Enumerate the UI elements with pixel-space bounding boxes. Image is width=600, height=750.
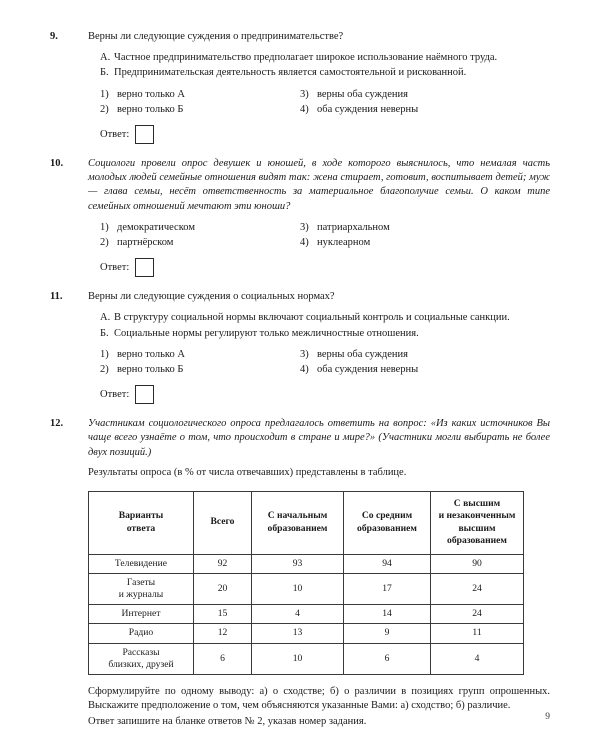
question-number: 12. [50,418,64,430]
option-number: 3) [300,348,309,360]
row-label-line: Газеты [126,576,156,588]
option-4[interactable] [300,363,550,377]
cell-secondary: 17 [344,573,431,604]
option-number: 2) [100,103,109,115]
row-label-line: Рассказы [122,646,160,658]
table-row [89,554,524,573]
option-label: партнёрском [117,237,174,249]
question-number: 9. [50,31,58,42]
option-1[interactable] [100,88,300,102]
option-list [100,348,550,377]
option-label: верны оба суждения [317,88,408,100]
header-line: образованием [267,522,328,534]
statement-list [100,51,550,80]
answer-label: Ответ: [100,388,130,400]
cell-primary: 13 [252,624,344,643]
statement-list [100,311,550,340]
cell-total: 12 [194,624,252,643]
answer-line [100,385,550,404]
closing-paragraph-1: Сформулируйте по одному выводу: а) о сходстве; б) о различии в позициях групп опрошенных. Выскажите предположение о том, чем объясняются указанные Вами: а) сходство; б) различие. [88,685,550,712]
cell-higher: 90 [431,554,524,573]
row-label-line: Интернет [121,608,161,620]
cell-primary: 93 [252,554,344,573]
option-2[interactable] [100,363,300,377]
row-label-television [89,554,194,573]
question-body [88,290,550,404]
answer-input-box[interactable] [135,125,154,144]
row-label-internet [89,605,194,624]
question-stem: Верны ли следующие суждения о социальных нормах? [88,291,335,303]
option-number: 1) [100,221,109,233]
cell-secondary: 14 [344,605,431,624]
header-line: образованием [447,534,507,546]
cell-total: 20 [194,573,252,604]
option-number: 2) [100,237,109,249]
question-body [88,157,550,277]
row-label-line: Телевидение [114,557,168,569]
column-header-total [194,491,252,554]
header-line: С высшим [453,498,501,510]
header-line: Всего [210,516,235,528]
option-3[interactable] [300,348,550,362]
option-label: оба суждения неверны [317,103,419,115]
statement-item [100,311,550,325]
question-9 [50,30,550,144]
statement-item [100,66,550,80]
question-stem: Верны ли следующие суждения о предпринимательстве? [88,31,344,42]
row-label-line: близких, друзей [108,658,174,670]
header-line: ответа [126,522,156,534]
cell-secondary: 94 [344,554,431,573]
option-1[interactable] [100,221,300,235]
option-label: верно только А [117,348,185,360]
table-row [89,573,524,604]
option-label: патриархальном [317,221,390,233]
table-row [89,605,524,624]
option-4[interactable] [300,236,550,250]
option-label: верно только А [117,88,185,100]
option-number: 3) [300,88,309,100]
option-list [100,88,550,117]
cell-secondary: 6 [344,643,431,674]
statement-text: Предпринимательская деятельность является самостоятельной и рискованной. [114,67,467,79]
option-number: 1) [100,88,109,100]
page-number: 9 [545,712,550,722]
header-line: и незаконченным [438,510,516,522]
column-header-higher-education [431,491,524,554]
closing-instructions [88,685,550,730]
table-intro-text: Результаты опроса (в % от числа отвечавших) представлены в таблице. [88,466,407,478]
option-1[interactable] [100,348,300,362]
statement-text: Частное предпринимательство предполагает широкое использование наёмного труда. [114,52,498,64]
option-number: 4) [300,237,309,249]
answer-label: Ответ: [100,128,130,140]
option-4[interactable] [300,103,550,117]
cell-total: 6 [194,643,252,674]
question-body [88,417,550,729]
question-body [88,30,550,144]
option-3[interactable] [300,88,550,102]
statement-text: В структуру социальной нормы включают социальный контроль и социальные санкции. [114,312,510,324]
row-label-stories-from-friends [89,643,194,674]
question-10 [50,157,550,277]
row-label-radio [89,624,194,643]
statement-item [100,327,550,341]
cell-primary: 10 [252,573,344,604]
statement-label: Б. [100,327,109,339]
header-line: образованием [357,522,417,534]
row-label-newspapers-magazines [89,573,194,604]
answer-input-box[interactable] [135,385,154,404]
answer-label: Ответ: [100,261,130,273]
cell-total: 15 [194,605,252,624]
table-header-row [89,491,524,554]
question-number: 11. [50,291,63,303]
cell-higher: 24 [431,605,524,624]
statement-label: А. [100,52,111,64]
answer-input-box[interactable] [135,258,154,277]
option-number: 4) [300,103,309,115]
statement-item [100,51,550,65]
answer-line [100,258,550,277]
option-3[interactable] [300,221,550,235]
cell-secondary: 9 [344,624,431,643]
row-label-line: и журналы [118,588,164,600]
survey-table [88,491,524,675]
option-2[interactable] [100,236,300,250]
statement-label: Б. [100,67,109,79]
header-line: Варианты [118,510,164,522]
header-line: Со средним [361,510,413,522]
cell-higher: 11 [431,624,524,643]
column-header-secondary-education [344,491,431,554]
cell-total: 92 [194,554,252,573]
question-number: 10. [50,158,64,170]
statement-text: Социальные нормы регулируют только межличностные отношения. [114,327,419,339]
question-stem: Участникам социологического опроса предлагалось ответить на вопрос: «Из каких источников Вы чаще всего узнаёте о том, что происходит в стране и мире?» (Участники могли выбирать не более двух позиций.) [88,418,550,458]
question-stem: Социологи провели опрос девушек и юношей, в ходе которого выяснилось, что немалая часть молодых людей семейные отношения видят так: жена стирает, готовит, воспитывает детей; муж — глава семьи, несёт ответственность за материальное благополучие семьи. О каком типе семейных отношений мечтают эти юноши? [88,158,550,212]
column-header-primary-education [252,491,344,554]
question-11 [50,290,550,404]
option-number: 3) [300,221,309,233]
option-label: верно только Б [117,103,184,115]
table-row [89,643,524,674]
question-12 [50,417,550,729]
option-label: верны оба суждения [317,348,408,360]
option-label: верно только Б [117,364,184,376]
option-list [100,221,550,250]
column-header-answer-variants [89,491,194,554]
option-number: 2) [100,364,109,376]
cell-higher: 24 [431,573,524,604]
header-line: высшим [458,522,496,534]
option-label: демократическом [117,221,195,233]
cell-higher: 4 [431,643,524,674]
option-label: оба суждения неверны [317,364,419,376]
row-label-line: Радио [128,627,154,639]
header-line: С начальным [267,510,328,522]
closing-paragraph-2: Ответ запишите на бланке ответов № 2, указав номер задания. [88,716,367,728]
cell-primary: 4 [252,605,344,624]
cell-primary: 10 [252,643,344,674]
table-row [89,624,524,643]
answer-line [100,125,550,144]
option-number: 1) [100,348,109,360]
option-2[interactable] [100,103,300,117]
option-number: 4) [300,364,309,376]
option-label: нуклеарном [317,237,371,249]
statement-label: А. [100,312,111,324]
